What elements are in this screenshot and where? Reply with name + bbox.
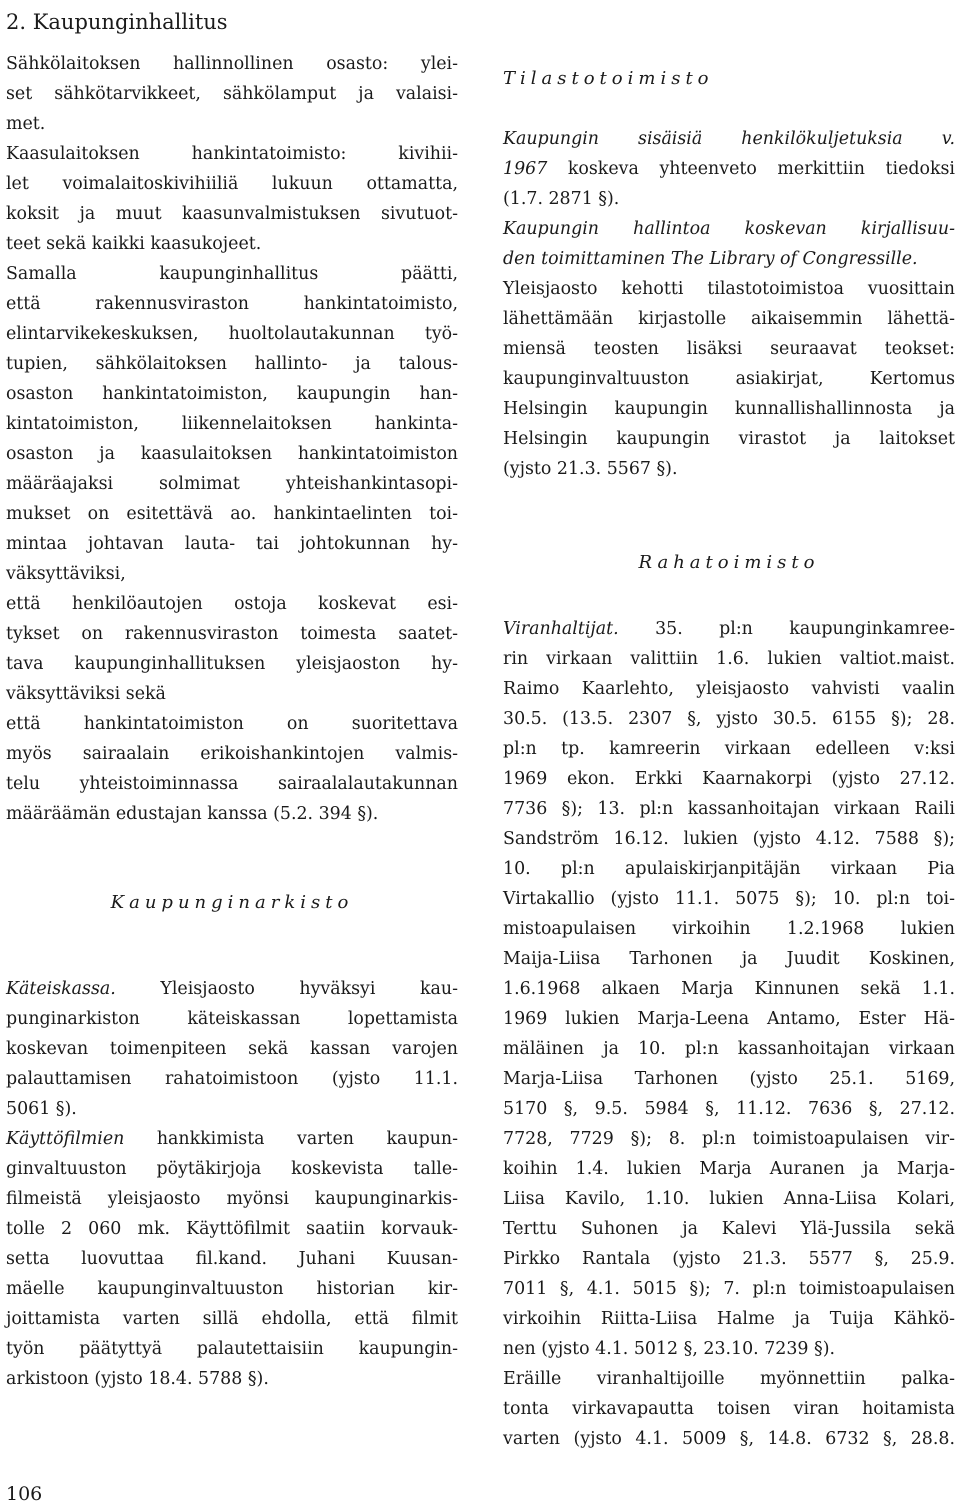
line-text: varten (yjsto 4.1. 5009 §, 14.8. 6732 §, 28.8. [503,1429,955,1449]
line-text: arkistoon (yjsto 18.4. 5788 §). [6,1369,269,1389]
text-line [503,334,955,364]
text-line [6,1184,458,1214]
line-text: kaupunginvaltuuston asiakirjat, Kertomus [503,369,955,389]
text-line [503,674,955,704]
line-text: koskeva yhteenveto merkittiin tiedoksi [547,159,955,179]
line-text: mäelle kaupunginvaltuuston historian kir- [6,1279,458,1299]
text-line [503,214,955,244]
text-line [503,704,955,734]
text-line [6,169,458,199]
line-text: set sähkötarvikkeet, sähkölamput ja valaisi- [6,84,458,104]
text-line [503,1004,955,1034]
text-line [503,1064,955,1094]
line-text: virkoihin Riitta-Liisa Halme ja Tuija Kähkö- [503,1309,955,1329]
line-text: Kaupungin sisäisiä henkilökuljetuksia v. [503,129,955,149]
text-line [503,824,955,854]
text-line [6,349,458,379]
line-text: 7728, 7729 §); 8. pl:n toimistoapulaisen vir- [503,1129,955,1149]
line-text: Raimo Kaarlehto, yleisjaosto vahvisti vaalin [503,679,955,699]
line-text: Tilastotoimisto [503,68,714,89]
section-heading [6,888,458,918]
text-line [6,1004,458,1034]
line-text: pl:n tp. kamreerin virkaan edelleen v:ksi [503,739,955,759]
text-line [503,764,955,794]
line-text: rin virkaan valittiin 1.6. lukien valtiot.maist. [503,649,955,669]
text-line [503,124,955,154]
section-heading [503,548,955,578]
text-line [6,1304,458,1334]
text-line [6,1244,458,1274]
line-text: telu yhteistoiminnassa sairaalalautakunnan [6,774,458,794]
line-text: den toimittaminen The Library of Congressille. [503,249,918,269]
line-text: 1969 ekon. Erkki Kaarnakorpi (yjsto 27.12. [503,769,955,789]
text-line [6,79,458,109]
text-line [503,1124,955,1154]
text-line [503,884,955,914]
line-text: palauttamisen rahatoimistoon (yjsto 11.1. [6,1069,458,1089]
line-text: tonta virkavapautta toisen viran hoitamista [503,1399,955,1419]
text-line [503,914,955,944]
text-line [503,1424,955,1454]
line-text: mistoapulaisen virkoihin 1.2.1968 lukien [503,919,955,939]
line-text: 10. pl:n apulaiskirjanpitäjän virkaan Pia [503,859,955,879]
text-line [503,244,955,274]
text-line [503,304,955,334]
text-line [6,319,458,349]
text-line [6,799,458,829]
text-line [6,439,458,469]
line-text: 5170 §, 9.5. 5984 §, 11.12. 7636 §, 27.12. [503,1099,955,1119]
line-text: Pirkko Rantala (yjsto 21.3. 5577 §, 25.9. [503,1249,955,1269]
text-line [6,1094,458,1124]
text-line [6,379,458,409]
text-line [6,1064,458,1094]
text-line [6,229,458,259]
text-line [6,1034,458,1064]
right-column [503,0,955,1511]
line-text: Virtakallio (yjsto 11.1. 5075 §); 10. pl:n toi- [503,889,955,909]
line-text: 1969 lukien Marja-Leena Antamo, Ester Hä- [503,1009,955,1029]
line-text: 5061 §). [6,1099,77,1119]
text-line [6,1364,458,1394]
line-text: lähettämään kirjastolle aikaisemmin lähettä- [503,309,955,329]
text-line [6,199,458,229]
text-line [6,1124,458,1154]
line-text: Helsingin kaupungin kunnallishallinnosta ja [503,399,955,419]
line-text: työn päätyttyä palautettaisiin kaupungin- [6,1339,458,1359]
text-line [6,289,458,319]
line-text: osaston ja kaasulaitoksen hankintatoimiston [6,444,458,464]
line-text: let voimalaitoskivihiiliä lukuun ottamatta, [6,174,458,194]
line-text: että henkilöautojen ostoja koskevat esi- [6,594,458,614]
italic-lead: Viranhaltijat. [503,619,619,639]
text-line [503,734,955,764]
line-text: Sähkölaitoksen hallinnollinen osasto: ylei- [6,54,458,74]
line-text: tava kaupunginhallituksen yleisjaoston hy- [6,654,458,674]
text-line [503,1184,955,1214]
italic-lead: Käyttöfilmien [6,1129,125,1149]
left-column [6,0,458,1511]
text-line [503,454,955,484]
line-text: filmeistä yleisjaosto myönsi kaupunginarkis- [6,1189,458,1209]
line-text: tupien, sähkölaitoksen hallinto- ja talous- [6,354,458,374]
text-line [6,139,458,169]
line-text: tolle 2 060 mk. Käyttöfilmit saatiin korvauk- [6,1219,458,1239]
text-line [6,589,458,619]
text-line [6,529,458,559]
line-text: koskevan toimenpiteen sekä kassan varojen [6,1039,458,1059]
line-text: koksit ja muut kaasunvalmistuksen sivutuot- [6,204,458,224]
line-text: 35. pl:n kaupunginkamree- [618,619,955,639]
text-line [503,274,955,304]
line-text: osaston hankintatoimiston, kaupungin han- [6,384,458,404]
line-text: väksyttäviksi sekä [6,684,166,704]
text-line [503,1034,955,1064]
line-text: koihin 1.4. lukien Marja Auranen ja Marja- [503,1159,955,1179]
line-text: Helsingin kaupungin virastot ja laitokset [503,429,955,449]
text-line [503,614,955,644]
section-heading [503,64,955,94]
text-line [503,974,955,1004]
italic-lead: Käteiskassa. [6,979,116,999]
line-text: hankkimista varten kaupun- [124,1129,458,1149]
line-text: met. [6,114,46,134]
text-line [6,649,458,679]
text-line [503,1094,955,1124]
text-line [503,364,955,394]
line-text: elintarvikekeskuksen, huoltolautakunnan työ- [6,324,458,344]
text-line [6,709,458,739]
text-line [503,394,955,424]
page-number: 106 [6,1483,43,1505]
text-line [6,619,458,649]
line-text: määräämän edustajan kanssa (5.2. 394 §). [6,804,379,824]
line-text: mäläinen ja 10. pl:n kassanhoitajan virkaan [503,1039,955,1059]
line-text: että hankintatoimiston on suoritettava [6,714,458,734]
text-line [503,1244,955,1274]
line-text: väksyttäviksi, [6,564,126,584]
line-text: Yleisjaosto hyväksyi kau- [115,979,458,999]
text-line [6,1274,458,1304]
text-line [503,644,955,674]
line-text: (yjsto 21.3. 5567 §). [503,459,678,479]
line-text: 30.5. (13.5. 2307 §, yjsto 30.5. 6155 §); 28. [503,709,955,729]
line-text: Liisa Kavilo, 1.10. lukien Anna-Liisa Kolari, [503,1189,955,1209]
line-text: että rakennusviraston hankintatoimisto, [6,294,458,314]
line-text: ginvaltuuston pöytäkirjoja koskevista talle- [6,1159,458,1179]
line-text: 7736 §); 13. pl:n kassanhoitajan virkaan Raili [503,799,955,819]
line-text: Marja-Liisa Tarhonen (yjsto 25.1. 5169, [503,1069,955,1089]
text-line [6,469,458,499]
line-text: mintaa johtavan lauta- tai johtokunnan hy- [6,534,458,554]
text-line [503,424,955,454]
line-text: joittamista varten sillä ehdolla, että filmit [6,1309,458,1329]
text-line [503,184,955,214]
text-line [6,259,458,289]
text-line [503,1334,955,1364]
line-text: tykset on rakennusviraston toimesta saatet- [6,624,458,644]
line-text: määräajaksi solmimat yhteishankintasopi- [6,474,458,494]
text-line [503,1274,955,1304]
text-line [6,1214,458,1244]
line-text: Rahatoimisto [638,552,820,573]
line-text: Sandström 16.12. lukien (yjsto 4.12. 7588 §); [503,829,955,849]
line-text: miensä teosten lisäksi seuraavat teokset: [503,339,955,359]
text-line [6,1154,458,1184]
line-text: Kaasulaitoksen hankintatoimisto: kivihii- [6,144,458,164]
text-line [6,499,458,529]
text-line [6,49,458,79]
line-text: Eräille viranhaltijoille myönnettiin palka- [503,1369,955,1389]
line-text: kintatoimiston, liikennelaitoksen hankinta- [6,414,458,434]
text-line [503,1214,955,1244]
line-text: 1.6.1968 alkaen Marja Kinnunen sekä 1.1. [503,979,955,999]
running-header: 2. Kaupunginhallitus [6,10,228,34]
line-text: punginarkiston käteiskassan lopettamista [6,1009,458,1029]
line-text: Terttu Suhonen ja Kalevi Ylä-Jussila sekä [503,1219,955,1239]
line-text: teet sekä kaikki kaasukojeet. [6,234,262,254]
text-line [503,1364,955,1394]
text-line [503,1394,955,1424]
line-text: 7011 §, 4.1. 5015 §); 7. pl:n toimistoapulaisen [503,1279,955,1299]
text-line [503,854,955,884]
text-line [6,1334,458,1364]
line-text: Kaupunginarkisto [110,892,354,913]
text-line [6,109,458,139]
text-line [6,769,458,799]
text-line [6,409,458,439]
text-line [6,559,458,589]
line-text: setta luovuttaa fil.kand. Juhani Kuusan- [6,1249,458,1269]
text-line [6,739,458,769]
line-text: Kaupungin hallintoa koskevan kirjallisuu- [503,219,955,239]
text-line [503,944,955,974]
text-line [503,794,955,824]
text-line [503,154,955,184]
text-line [503,1304,955,1334]
line-text: Samalla kaupunginhallitus päätti, [6,264,458,284]
line-text: (1.7. 2871 §). [503,189,620,209]
line-text: nen (yjsto 4.1. 5012 §, 23.10. 7239 §). [503,1339,836,1359]
line-text: Maija-Liisa Tarhonen ja Juudit Koskinen, [503,949,955,969]
text-line [6,974,458,1004]
italic-lead: 1967 [503,159,548,179]
text-line [6,679,458,709]
line-text: myös sairaalain erikoishankintojen valmis- [6,744,458,764]
line-text: mukset on esitettävä ao. hankintaelinten toi- [6,504,458,524]
text-line [503,1154,955,1184]
line-text: Yleisjaosto kehotti tilastotoimistoa vuosittain [503,279,955,299]
